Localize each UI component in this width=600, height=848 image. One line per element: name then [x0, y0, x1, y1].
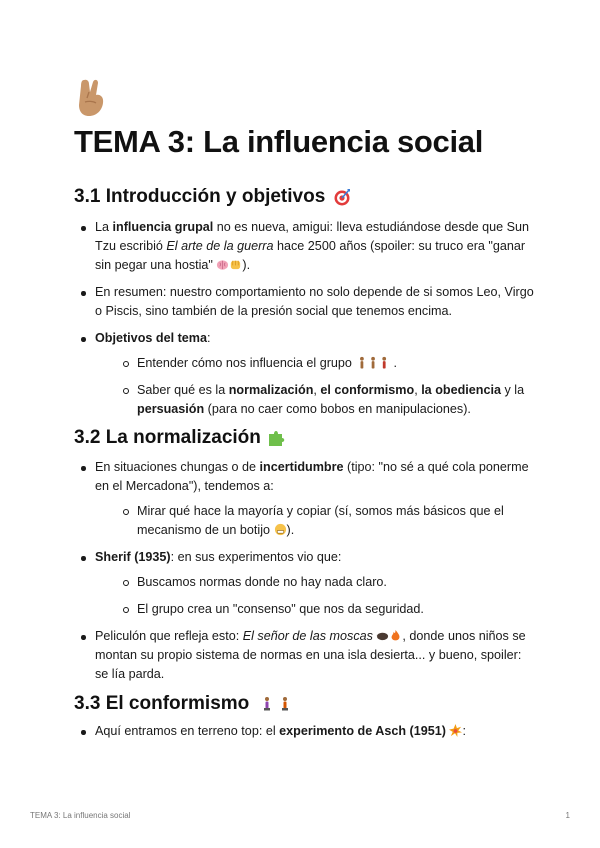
list-item: Sherif (1935): en sus experimentos vio que: Buscamos normas donde no hay nada claro. El grupo crea un "consenso" que nos da seguridad.: [74, 548, 534, 619]
fist-icon: [229, 258, 242, 271]
list-item: Aquí entramos en terreno top: el experimento de Asch (1951) :: [74, 722, 534, 741]
list-item: Entender cómo nos influencia el grupo .: [95, 354, 534, 373]
section-heading-intro: 3.1 Introducción y objetivos: [74, 186, 351, 208]
people-icon: [355, 356, 393, 369]
walking-people-icon: [257, 695, 297, 713]
list-item: Mirar qué hace la mayoría y copiar (sí, somos más básicos que el mecanismo de un botijo ).: [95, 502, 534, 540]
footer-title: TEMA 3: La influencia social: [30, 811, 131, 820]
page-number: 1: [565, 811, 570, 820]
explosion-icon: [449, 724, 462, 737]
boar-icon: [376, 629, 389, 642]
sub-list: [95, 354, 534, 419]
target-icon: [333, 188, 351, 206]
list-item: El grupo crea un "consenso" que nos da seguridad.: [95, 600, 534, 619]
grimace-icon: [274, 523, 287, 536]
brain-icon: [216, 258, 229, 271]
list-item: Peliculón que refleja esto: El señor de las moscas , donde unos niños se montan su propio sistema de normas en una isla desierta... y bueno, spoiler: se lía parda.: [74, 627, 534, 684]
sub-list: [95, 573, 534, 619]
section-intro-list: [74, 218, 534, 427]
list-item: En situaciones chungas o de incertidumbre (tipo: "no sé a qué cola ponerme en el Mercadona"), tendemos a: Mirar qué hace la mayoría y copiar (sí, somos más básicos que el mecanismo de un botijo ).: [74, 458, 534, 540]
list-item: Objetivos del tema: Entender cómo nos influencia el grupo . Saber qué es la normalización, el conformismo, la obediencia y la persuasión (para no caer como bobos en manipulaciones).: [74, 329, 534, 419]
sub-list: [95, 502, 534, 540]
section-heading-conformism: 3.3 El conformismo: [74, 693, 297, 715]
list-item: En resumen: nuestro comportamiento no solo depende de si somos Leo, Virgo o Piscis, sino también de la presión social que tenemos encima.: [74, 283, 534, 321]
crossed-fingers-icon: [74, 78, 108, 118]
list-item: La influencia grupal no es nueva, amigui: lleva estudiándose desde que Sun Tzu escribió El arte de la guerra hace 2500 años (spoiler: su truco era "ganar sin pegar una hostia" ).: [74, 218, 534, 275]
list-item: Saber qué es la normalización, el conformismo, la obediencia y la persuasión (para no caer como bobos en manipulaciones).: [95, 381, 534, 419]
page-title: TEMA 3: La influencia social: [74, 124, 484, 159]
list-item: Buscamos normas donde no hay nada claro.: [95, 573, 534, 592]
section-normalization-list: [74, 458, 534, 692]
fire-icon: [389, 629, 402, 642]
section-conformism-list: [74, 722, 534, 749]
puzzle-icon: [266, 428, 286, 448]
section-heading-normalization: 3.2 La normalización: [74, 427, 286, 449]
